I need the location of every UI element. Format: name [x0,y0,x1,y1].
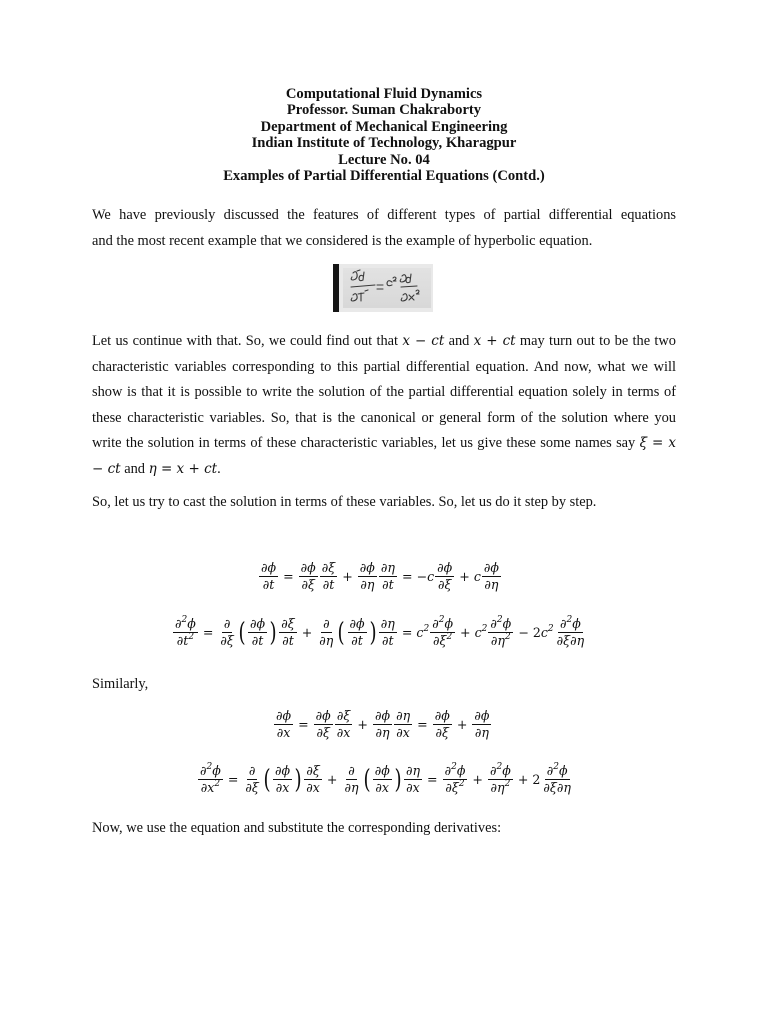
lecture-header [0,86,768,184]
scan-border [333,264,339,312]
course-title: Computational Fluid Dynamics [285,86,483,102]
handwritten-equation-image [333,264,433,312]
handwritten-wave-equation-icon [343,268,431,308]
paragraph-characteristics: Let us continue with that. So, we could find out that x − ct and x + ct may turn out to be the two characteristic variables corresponding to this partial differential equation. And now, what we will show is that it is possible to write the solution of the partial differential equation solely in terms of these characteristic variables. So, that is the canonical or general form of the solution where you write the solution in terms of these characteristic variables, let us give these some names say ξ = x − ct and η = x + ct. [92,333,676,477]
equation-dphi-dt: $\frac{\partial\phi}{\partial t}$ = $\frac{\partial\phi}{\partial\xi}$ $\frac{\partial\xi}{\partial t}$ + $\frac{\partial\phi}{\partial\eta}$ $\frac{\partial\eta}{\partial t}$ = − c $\frac{\partial\phi}{\partial\xi}$ + c $\frac{\partial\phi}{\partial\eta}$ [261,560,499,592]
institute-name: Indian Institute of Technology, Kharagpur [251,135,517,152]
equation-d2phi-dx2: $\frac{\partial^2\phi}{\partial x^2}$ = $\frac{\partial}{\partial\xi}$ ( $\frac{\partial\phi}{\partial x}$ ) $\frac{\partial\xi}{\partial x}$ + $\frac{\partial}{\partial\eta}$ ( $\frac{\partial\phi}{\partial x}$ ) $\frac{\partial\eta}{\partial x}$ = $\frac{\partial^2\phi}{\partial\xi^2}$ + $\frac{\partial^2\phi}{\partial\eta^2}$ + 2 $\frac{\partial^2\phi}{\partial\xi\partial\eta}$ [200,762,571,795]
paragraph-similarly: Similarly, [92,676,149,692]
paragraph-intro-line1: We have previously discussed the features of different types of partial differential equations [92,207,676,223]
paragraph-intro [92,203,676,254]
paragraph-cast-solution: So, let us try to cast the solution in terms of these variables. So, let us do it step by step. [92,494,597,510]
math-x-minus-ct: x − ct [402,333,445,349]
lecture-number: Lecture No. 04 [338,151,430,168]
equation-d2phi-dt2: $\frac{\partial^2\phi}{\partial t^2}$ = $\frac{\partial}{\partial\xi}$ ( $\frac{\partial\phi}{\partial t}$ ) $\frac{\partial\xi}{\partial t}$ + $\frac{\partial}{\partial\eta}$ ( $\frac{\partial\phi}{\partial t}$ ) $\frac{\partial\eta}{\partial t}$ = $c^2$ $\frac{\partial^2\phi}{\partial\xi^2}$ + $c^2$ $\frac{\partial^2\phi}{\partial\eta^2}$ − 2 $c^2$ $\frac{\partial^2\phi}{\partial\xi\partial\eta}$ [175,615,585,648]
math-xi-definition: ξ = x − ct [92,435,676,477]
lecture-topic: Examples of Partial Differential Equations (Contd.) [223,168,545,185]
math-x-plus-ct: x + ct [473,333,516,349]
equation-dphi-dx: $\frac{\partial\phi}{\partial x}$ = $\frac{\partial\phi}{\partial\xi}$ $\frac{\partial\xi}{\partial x}$ + $\frac{\partial\phi}{\partial\eta}$ $\frac{\partial\eta}{\partial x}$ = $\frac{\partial\phi}{\partial\xi}$ + $\frac{\partial\phi}{\partial\eta}$ [276,708,490,740]
paragraph-intro-line2: and the most recent example that we considered is the example of hyperbolic equation. [92,232,593,249]
paragraph-substitute: Now, we use the equation and substitute the corresponding derivatives: [92,820,502,836]
math-eta-definition: η = x + ct [148,460,218,477]
professor-name: Professor. Suman Chakraborty [286,102,482,119]
department-name: Department of Mechanical Engineering [260,118,508,135]
